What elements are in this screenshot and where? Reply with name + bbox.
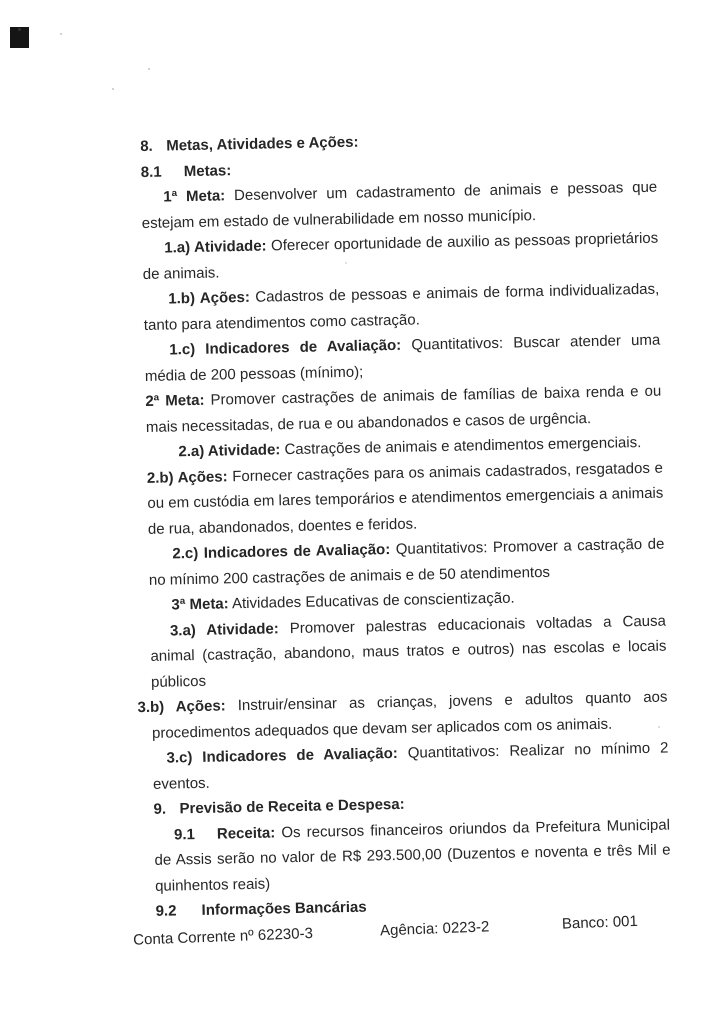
paragraph-label: 3.b) Ações: bbox=[137, 697, 226, 717]
paragraph-text: Fornecer castrações para os animais cadastrados, resgatados e ou em custódia em lares temporários e atendimentos emergenciais a animais de rua, abandonados, doentes e feridos. bbox=[147, 459, 664, 538]
paragraph-text: Castrações de animais e atendimentos emergenciais. bbox=[280, 434, 642, 459]
paragraph-label: 2.a) Atividade: bbox=[178, 441, 281, 461]
paragraph-label: 9. bbox=[153, 800, 167, 818]
paragraph-text: Promover palestras educacionais voltadas a Causa animal (castração, abandono, maus tratos e outros) nas escolas e locais públicos bbox=[150, 612, 667, 691]
revenue-9-1-paragraph bbox=[154, 812, 671, 899]
scan-speck bbox=[60, 33, 62, 35]
activity-3a-paragraph bbox=[150, 608, 667, 695]
paragraph-label: Receita: bbox=[216, 823, 276, 843]
paragraph-label: Metas, Atividades e Ações: bbox=[166, 133, 359, 155]
paragraph-label: 3ª Meta: bbox=[171, 595, 229, 614]
checking-account-number: Conta Corrente nº 62230-3 bbox=[132, 924, 314, 949]
paragraph-text: Cadastros de pessoas e animais de forma individualizadas, tanto para atendimentos como castração. bbox=[143, 280, 660, 334]
paragraph-label: 1.c) Indicadores de Avaliação: bbox=[169, 336, 402, 359]
paragraph-label: 3.c) Indicadores de Avaliação: bbox=[166, 744, 398, 767]
document-content bbox=[132, 124, 672, 949]
actions-2b-paragraph bbox=[147, 455, 664, 542]
paragraph-label: 8. bbox=[140, 137, 153, 155]
paragraph-label: 1.a) Atividade: bbox=[164, 237, 267, 257]
paragraph-label: 3.a) Atividade: bbox=[169, 619, 279, 639]
paragraph-label: 2ª Meta: bbox=[145, 391, 205, 410]
paragraph-label: Metas: bbox=[183, 161, 232, 180]
agency-number: Agência: 0223-2 bbox=[379, 917, 490, 939]
paragraph-text: Instruir/ensinar as crianças, jovens e adultos quanto aos procedimentos adequados que devam ser aplicados com os animais. bbox=[151, 688, 668, 742]
scan-speck bbox=[18, 28, 21, 31]
paragraph-text: Quantitativos: Realizar no mínimo 2 eventos. bbox=[152, 739, 669, 793]
paragraph-label: Previsão de Receita e Despesa: bbox=[179, 795, 405, 818]
paragraph-text: Atividades Educativas de conscientização. bbox=[228, 589, 515, 613]
paragraph-text: Desenvolver um cadastramento de animais e pessoas que estejam em estado de vulnerabilidade em nosso município. bbox=[141, 178, 658, 232]
paragraph-label: 9.2 bbox=[155, 902, 177, 920]
paragraph-label: 1.b) Ações: bbox=[168, 288, 251, 308]
paragraph-label: 9.1 bbox=[173, 825, 196, 843]
paragraph-text: Promover castrações de animais de famílias de baixa renda e ou mais necessitadas, de rua e ou abandonados e casos de urgência. bbox=[145, 382, 662, 436]
paragraph-label: Informações Bancárias bbox=[201, 898, 367, 919]
bank-code: Banco: 001 bbox=[561, 912, 639, 933]
paragraph-text: Oferecer oportunidade de auxilio as pessoas proprietários de animais. bbox=[142, 229, 659, 283]
paragraph-label: 2.c) Indicadores de Avaliação: bbox=[172, 541, 391, 563]
paragraph-label: 1ª Meta: bbox=[163, 187, 226, 206]
paragraph-label: 2.b) Ações: bbox=[146, 467, 228, 487]
paragraph-label: 8.1 bbox=[140, 163, 162, 181]
scan-speck bbox=[112, 88, 114, 90]
paragraph-text: Quantitativos: Promover a castração de no mínimo 200 castrações de animais e de 50 atendimentos bbox=[148, 535, 665, 589]
scan-speck bbox=[148, 68, 150, 70]
paragraph-text: Os recursos financeiros oriundos da Prefeitura Municipal de Assis serão no valor de R$ 293.500,00 (Duzentos e noventa e três Mil e quinhentos reais) bbox=[154, 816, 671, 895]
paragraph-text: Quantitativos: Buscar atender uma média de 200 pessoas (mínimo); bbox=[144, 331, 661, 385]
